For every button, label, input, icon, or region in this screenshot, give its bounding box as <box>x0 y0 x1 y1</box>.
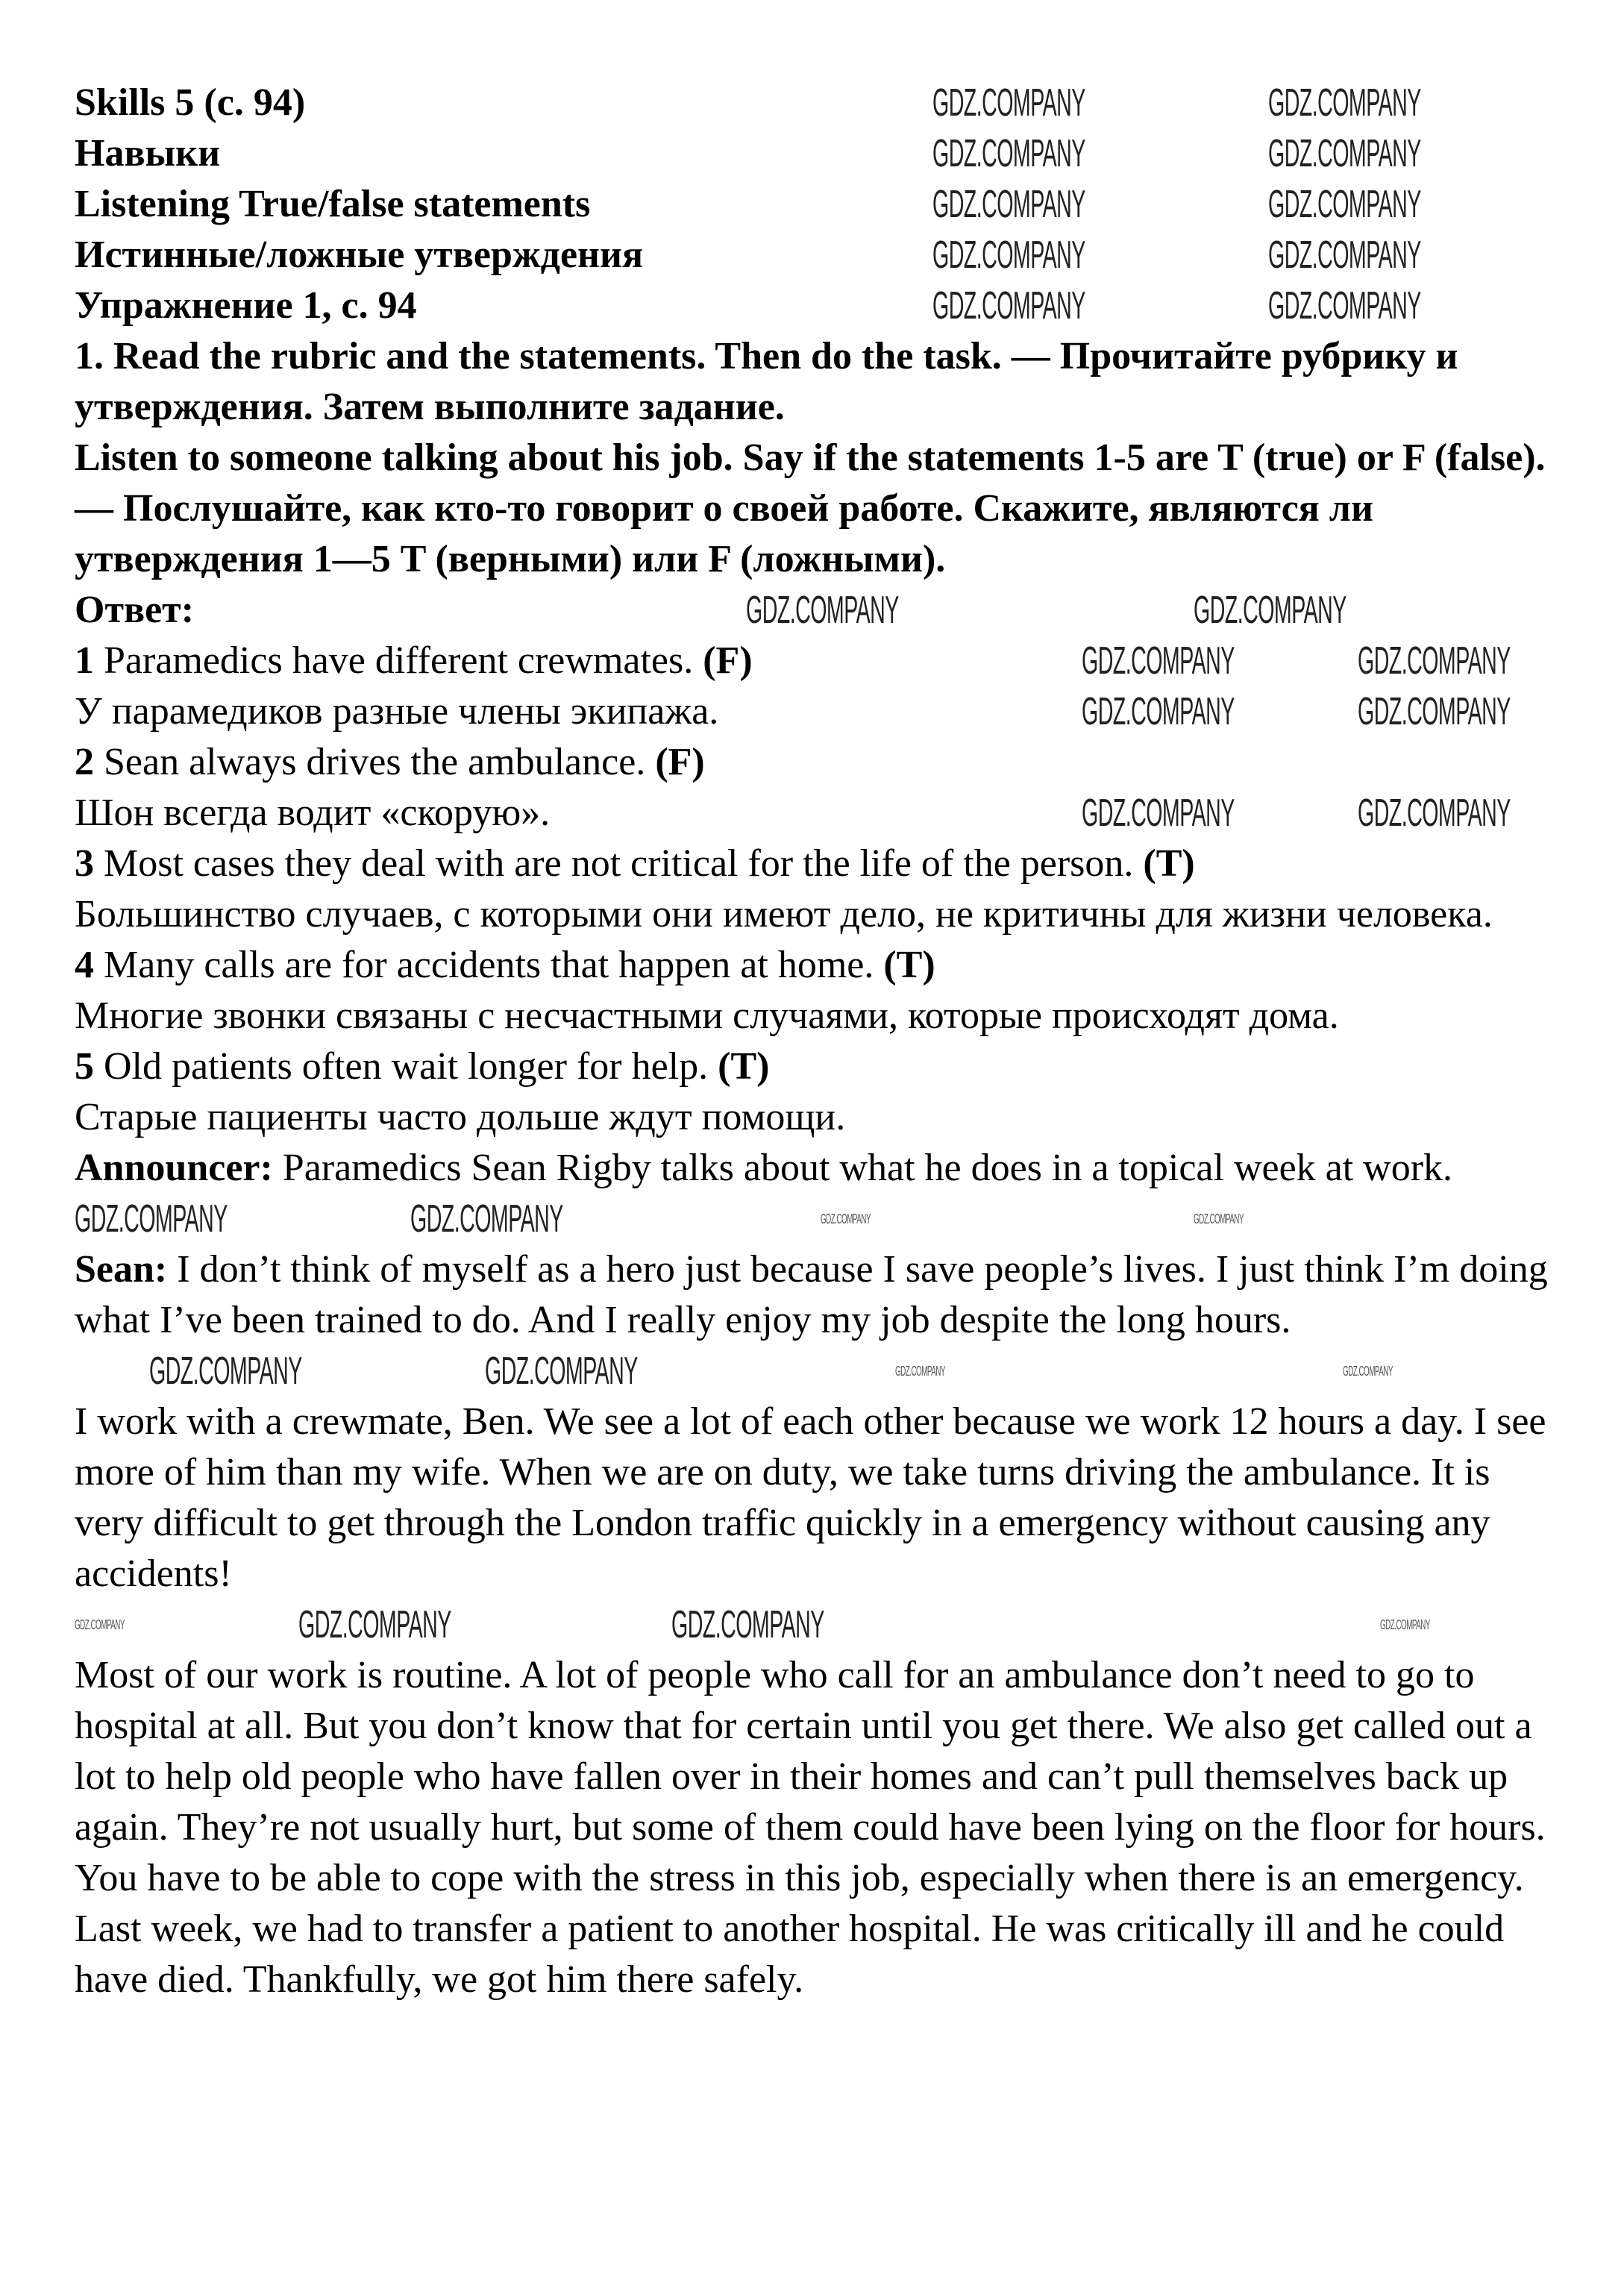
watermark: GDZ.COMPANY <box>1268 183 1421 226</box>
announcer-paragraph: Announcer: Paramedics Sean Rigby talks about what he does in a topical week at work. <box>75 1147 1453 1189</box>
watermark: GDZ.COMPANY <box>1268 284 1421 327</box>
answer-item: 5 Old patients often wait longer for help. (T) <box>75 1045 770 1088</box>
section-title: Listening True/false statements <box>75 183 591 225</box>
section-title-line <box>75 179 1559 230</box>
watermark: GDZ.COMPANY <box>298 1603 451 1646</box>
instruction-2: Listen to someone talking about his job. Say if the statements 1-5 are T (true) or F (false). — Послушайте, как кто-то говорит о своей работе. Скажите, являются ли утверждения 1—5 T (верными) или F (ложными). <box>75 436 1546 580</box>
transcript-paragraph-2: I work with a crewmate, Ben. We see a lot of each other because we work 12 hours a day. I see more of him than my wife. When we are on duty, we take turns driving the ambulance. It is very difficult to get through the London traffic quickly in a emergency without causing any accidents! <box>75 1400 1546 1595</box>
page-subtitle-line <box>75 128 1559 179</box>
watermark: GDZ.COMPANY <box>932 81 1085 125</box>
transcript-paragraph-3: Most of our work is routine. A lot of people who call for an ambulance don’t need to go to hospital at all. But you don’t know that for certain until you get there. We also get called out a lot to help old people who have fallen over in their homes and can’t pull themselves back up again. They’re not usually hurt, but some of them could have been lying on the floor for hours. <box>75 1654 1546 1849</box>
watermark: GDZ.COMPANY <box>932 183 1085 226</box>
answer-label: Ответ: <box>75 589 195 631</box>
answer-translation-line <box>75 788 1559 839</box>
paragraph-gap <box>75 1194 1559 1244</box>
watermark-small: GDZ.COMPANY <box>75 1617 125 1632</box>
watermark: GDZ.COMPANY <box>1082 690 1235 733</box>
page-title-line <box>75 78 1559 128</box>
paragraph-gap <box>75 1346 1559 1397</box>
sean-paragraph: Sean: I don’t think of myself as a hero just because I save people’s lives. I just think I’m doing what I’ve been trained to do. And I really enjoy my job despite the long hours. <box>75 1248 1548 1341</box>
answer-translation-line <box>75 686 1559 737</box>
watermark: GDZ.COMPANY <box>671 1603 824 1646</box>
watermark: GDZ.COMPANY <box>1268 233 1421 277</box>
answer-translation: Шон всегда водит «скорую». <box>75 792 551 834</box>
watermark: GDZ.COMPANY <box>149 1350 302 1393</box>
section-title-ru: Истинные/ложные утверждения <box>75 233 644 276</box>
watermark-small: GDZ.COMPANY <box>895 1364 945 1379</box>
watermark: GDZ.COMPANY <box>1358 690 1511 733</box>
watermark-small: GDZ.COMPANY <box>1343 1364 1393 1379</box>
watermark-small: GDZ.COMPANY <box>1380 1617 1430 1632</box>
answer-item: 1 Paramedics have different crewmates. (F) GDZ.COMPANY GDZ.COMPANY <box>75 639 1511 683</box>
answer-translation: У парамедиков разные члены экипажа. <box>75 690 719 733</box>
exercise-title: Упражнение 1, с. 94 <box>75 284 417 327</box>
watermark: GDZ.COMPANY <box>1268 132 1421 175</box>
page-title: Skills 5 (с. 94) <box>75 81 306 124</box>
exercise-title-line <box>75 280 1559 331</box>
answer-translation: Большинство случаев, с которыми они имеют дело, не критичны для жизни человека. <box>75 893 1493 935</box>
watermark: GDZ.COMPANY <box>410 1197 563 1241</box>
watermark: GDZ.COMPANY <box>746 589 899 632</box>
answer-item: 4 Many calls are for accidents that happen at home. (T) <box>75 944 935 986</box>
answer-item: 3 Most cases they deal with are not critical for the life of the person. (T) <box>75 842 1195 885</box>
watermark: GDZ.COMPANY <box>75 1197 228 1241</box>
watermark: GDZ.COMPANY <box>1358 639 1511 683</box>
watermark: GDZ.COMPANY <box>485 1350 638 1393</box>
watermark: GDZ.COMPANY <box>1194 589 1346 632</box>
transcript-paragraph-4: You have to be able to cope with the stress in this job, especially when there is an emergency. Last week, we had to transfer a patient to another hospital. He was critically ill and he could have died. Thankfully, we got him there safely. <box>75 1857 1524 2001</box>
page-subtitle: Навыки <box>75 132 221 175</box>
watermark: GDZ.COMPANY <box>932 233 1085 277</box>
answer-item: 2 Sean always drives the ambulance. (F) <box>75 741 705 783</box>
watermark-small: GDZ.COMPANY <box>1194 1212 1244 1226</box>
section-title-ru-line <box>75 230 1559 280</box>
answer-translation: Многие звонки связаны с несчастными случаями, которые происходят дома. <box>75 994 1339 1037</box>
watermark: GDZ.COMPANY <box>1082 792 1235 835</box>
watermark: GDZ.COMPANY <box>1358 792 1511 835</box>
answer-translation: Старые пациенты часто дольше ждут помощи. <box>75 1096 846 1138</box>
paragraph-gap <box>75 1599 1559 1650</box>
watermark: GDZ.COMPANY <box>932 284 1085 327</box>
watermark: GDZ.COMPANY <box>932 132 1085 175</box>
watermark: GDZ.COMPANY <box>1268 81 1421 125</box>
document-page <box>75 78 1559 2005</box>
watermark: GDZ.COMPANY <box>1082 639 1235 683</box>
instruction-1: 1. Read the rubric and the statements. Then do the task. — Прочитайте рубрику и утверждения. Затем выполните задание. <box>75 335 1458 428</box>
answer-label-line <box>75 585 1559 636</box>
watermark-small: GDZ.COMPANY <box>821 1212 871 1226</box>
